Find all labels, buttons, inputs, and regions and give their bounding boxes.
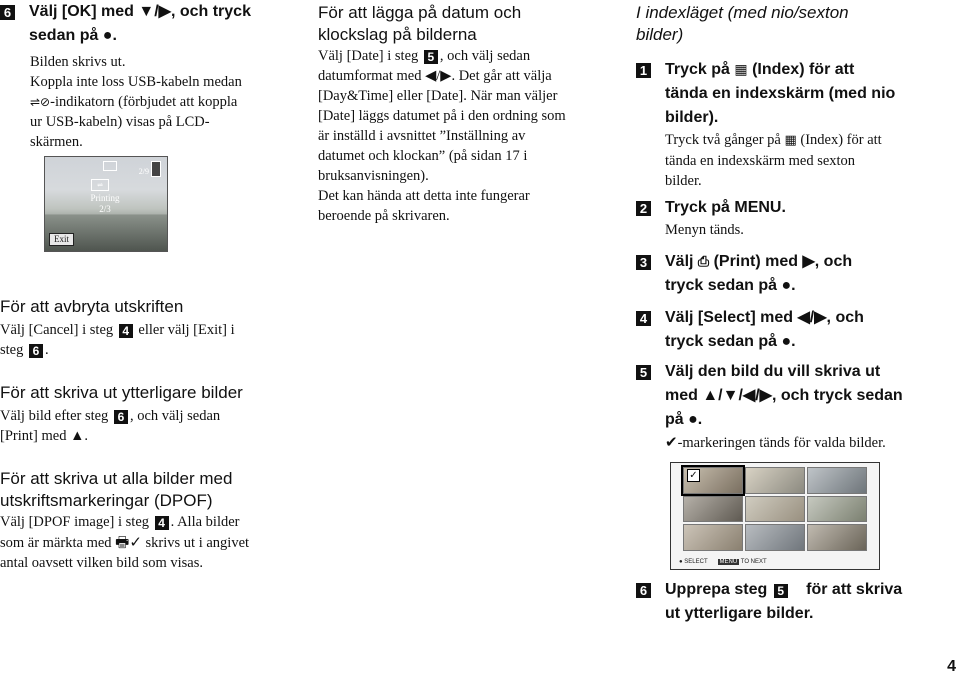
index-step-3: 3 Välj ⎙ (Print) med ▶, och tryck sedan på ●. (636, 250, 926, 298)
index-step-5-body: ✔-markeringen tänds för valda bilder. (665, 433, 886, 451)
date-body: Välj [Date] i steg 5 , och välj sedan datumformat med ◀/▶. Det går att välja [Day&Time] eller [Date]. När man väljer [Date] läggs datumet på i den ordning som är inställd i avsnittet ”Inställning av datumet och klockan” (på sidan 17 i bruksanvisningen). Det kan hända att detta inte fungerar beroende på skrivaren. (318, 48, 566, 224)
step-6-body: Bilden skrivs ut. Koppla inte loss USB-kabeln medan ⇌⊘-indikatorn (förbjudet att koppla ur USB-kabeln) visas på LCD- skärmen. (30, 54, 242, 150)
index-step-2-body: Menyn tänds. (665, 222, 744, 238)
index-icon: ▦ (734, 62, 748, 78)
index-step-4: 4 Välj [Select] med ◀/▶, och tryck sedan på ●. (636, 306, 926, 354)
frame-counter: 2/9 (138, 167, 149, 176)
usb-no-disconnect-icon: ⇌⊘ (30, 95, 51, 109)
index-step-1-body: Tryck två gånger på ▦ (Index) för att tända en indexskärm med sexton bilder. (665, 132, 882, 189)
index-step-1: 1 Tryck på ▦ (Index) för att tända en indexskärm (med nio bilder). (636, 58, 926, 130)
page-number: 4 (947, 658, 956, 675)
exit-button[interactable]: Exit (49, 233, 74, 246)
battery-icon (151, 161, 161, 177)
thumbnail[interactable] (683, 524, 743, 551)
thumbnail[interactable] (807, 496, 867, 523)
index-screen (670, 462, 880, 570)
index-footer: ● SELECT MENU TO NEXT (679, 559, 767, 565)
dpof-body: Välj [DPOF image] i steg 4 . Alla bilder som är märkta med 🖶✓ skrivs ut i angivet antal oavsett vilken bild som visas. (0, 514, 250, 571)
thumbnail[interactable] (807, 524, 867, 551)
print-icon: ⎙ (697, 254, 710, 270)
lcd-printing-screen (44, 156, 168, 252)
more-body: Välj bild efter steg 6 , och välj sedan [Print] med ▲. (0, 408, 221, 444)
check-mark-icon: ✓ (687, 469, 700, 482)
dpof-title: För att skriva ut alla bilder med utskriftsmarkeringar (DPOF) (0, 469, 233, 510)
more-title: För att skriva ut ytterligare bilder (0, 383, 243, 402)
thumbnail[interactable] (683, 496, 743, 523)
thumbnail[interactable] (745, 467, 805, 494)
usb-icon: ⇌ (91, 179, 109, 191)
step-6-heading: 6 Välj [OK] med ▼/▶, och tryck sedan på ●. (0, 0, 282, 48)
dpof-mark-icon: 🖶✓ (115, 533, 142, 551)
printing-status: Printing 2/3 (90, 193, 120, 214)
check-mark-icon: ✔ (665, 433, 678, 451)
thumbnail[interactable] (745, 496, 805, 523)
index-mode-title: I indexläget (med nio/sexton bilder) (636, 3, 849, 44)
index-icon: ▦ (784, 133, 797, 148)
thumbnail[interactable] (745, 524, 805, 551)
thumbnail-grid (683, 467, 867, 551)
thumbnail[interactable] (807, 467, 867, 494)
image-size-icon (103, 161, 117, 171)
index-step-2: 2 Tryck på MENU. (636, 196, 786, 220)
cancel-title: För att avbryta utskriften (0, 297, 184, 316)
cancel-body: Välj [Cancel] i steg 4 eller välj [Exit] i steg 6 . (0, 322, 235, 358)
index-step-5: 5 Välj den bild du vill skriva ut med ▲/▼/◀/▶, och tryck sedan på ●. (636, 360, 926, 432)
date-title: För att lägga på datum och klockslag på bilderna (318, 3, 522, 44)
step-number: 6 (0, 5, 15, 20)
index-step-6: 6 Upprepa steg 5 för att skriva ut ytterligare bilder. (636, 578, 926, 626)
